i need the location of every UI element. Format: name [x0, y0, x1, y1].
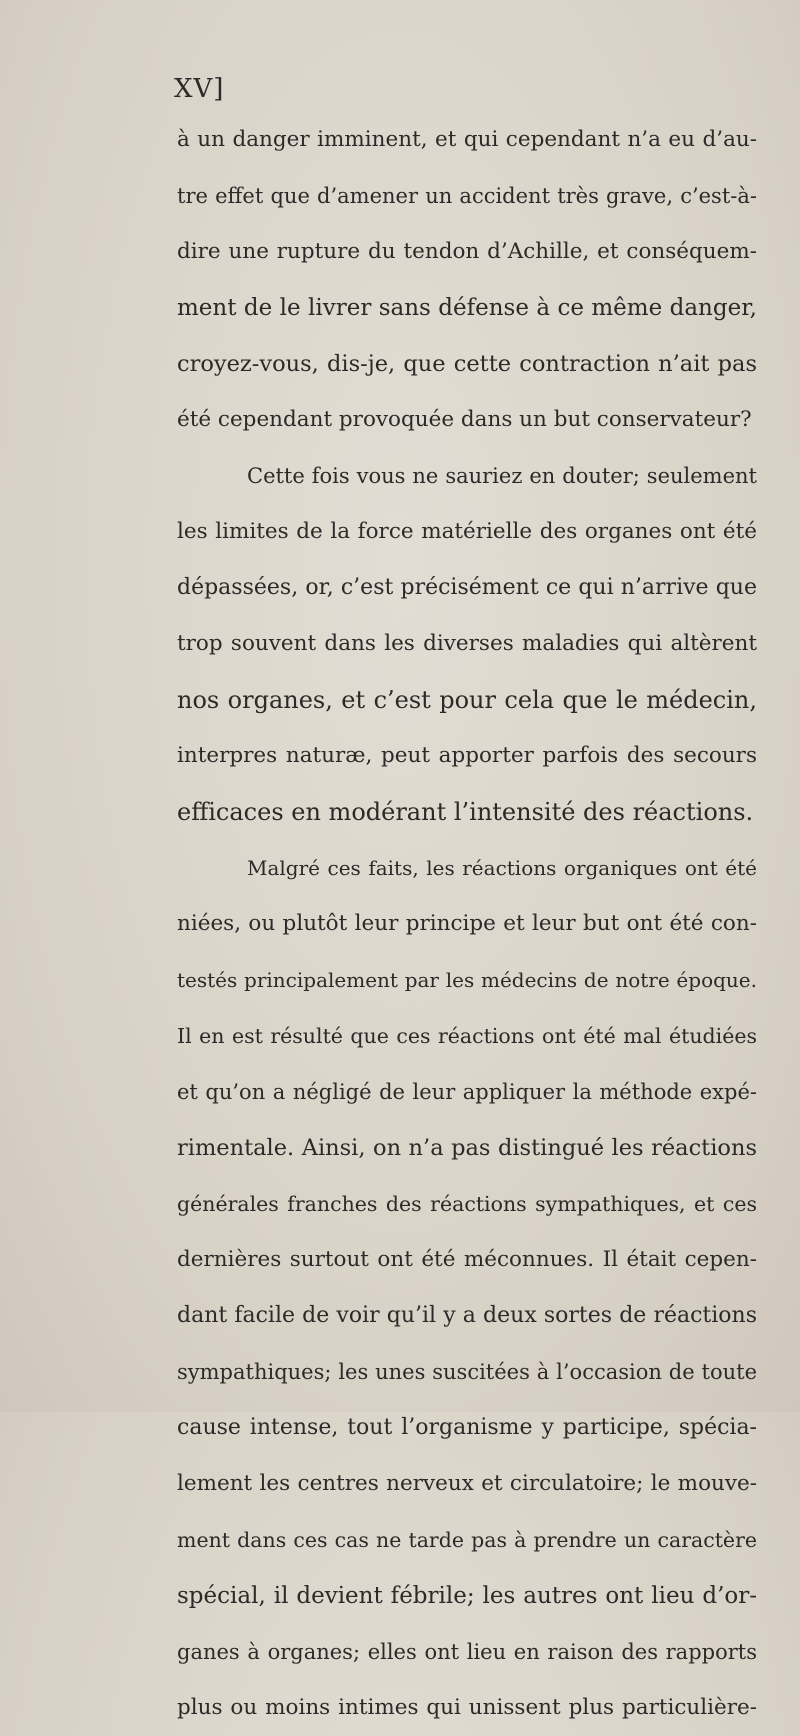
text-line: tre effet que d’amener un accident très grave, c’est-à- [177, 184, 757, 208]
text-line: efficaces en modérant l’intensité des réactions. [177, 798, 754, 826]
text-line: niées, ou plutôt leur principe et leur but ont été con- [177, 911, 757, 936]
text-line: à un danger imminent, et qui cependant n’a eu d’au- [177, 127, 757, 152]
text-line: dire une rupture du tendon d’Achille, et conséquem- [177, 239, 757, 264]
text-line: dépassées, or, c’est précisément ce qui n’arrive que [177, 575, 757, 600]
text-line: nos organes, et c’est pour cela que le médecin, [177, 686, 757, 714]
text-line: et qu’on a négligé de leur appliquer la méthode expé- [177, 1080, 757, 1104]
text-line: interpres naturæ, peut apporter parfois des secours [177, 743, 757, 768]
text-line: ment dans ces cas ne tarde pas à prendre un caractère [177, 1528, 757, 1552]
text-line: dernières surtout ont été méconnues. Il était cepen- [177, 1247, 757, 1272]
text-line: trop souvent dans les diverses maladies qui altèrent [177, 631, 757, 656]
body-text [177, 112, 757, 1736]
text-line: plus ou moins intimes qui unissent plus particulière- [177, 1695, 757, 1720]
text-line: Cette fois vous ne sauriez en douter; seulement [247, 464, 757, 488]
text-line: été cependant provoquée dans un but conservateur? [177, 407, 752, 432]
text-line: ment de le livrer sans défense à ce même danger, [177, 295, 757, 321]
text-line: les limites de la force matérielle des organes ont été [177, 519, 757, 544]
text-line: générales franches des réactions sympathiques, et ces [177, 1192, 757, 1216]
text-line: rimentale. Ainsi, on n’a pas distingué les réactions [177, 1135, 757, 1161]
text-line: spécial, il devient fébrile; les autres ont lieu d’or- [177, 1583, 757, 1609]
text-line: testés principalement par les médecins de notre époque. [177, 968, 757, 992]
page-number: XV] [174, 74, 225, 104]
text-line: lement les centres nerveux et circulatoire; le mouve- [177, 1471, 757, 1496]
text-line: dant facile de voir qu’il y a deux sortes de réactions [177, 1303, 757, 1328]
text-line: croyez-vous, dis-je, que cette contraction n’ait pas [177, 351, 757, 377]
text-line: Il en est résulté que ces réactions ont été mal étudiées [177, 1024, 757, 1048]
text-line: sympathiques; les unes suscitées à l’occasion de toute [177, 1360, 757, 1384]
text-line: ganes à organes; elles ont lieu en raison des rapports [177, 1640, 757, 1664]
text-line: cause intense, tout l’organisme y participe, spécia- [177, 1415, 757, 1440]
text-line: Malgré ces faits, les réactions organiques ont été [247, 856, 757, 880]
